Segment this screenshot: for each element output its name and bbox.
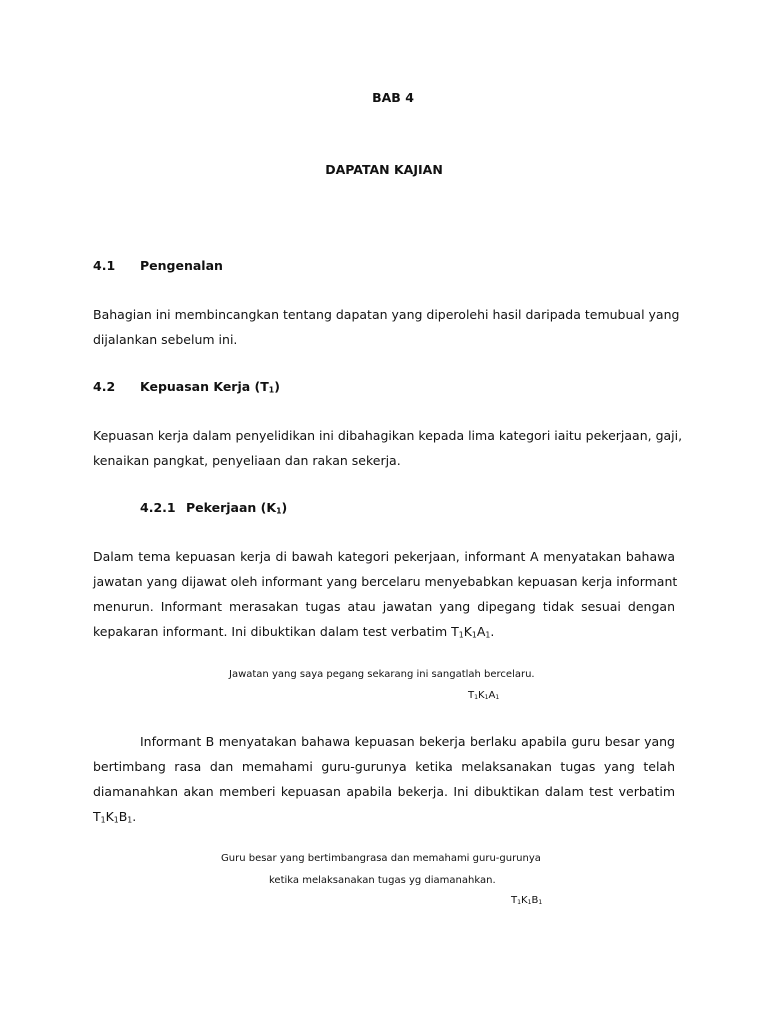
- section-4-1-number: 4.1: [93, 258, 116, 273]
- section-4-2-1-title-subscript: 1: [276, 506, 282, 516]
- code-subscript: 1: [474, 694, 479, 702]
- paragraph-line: bertimbang rasa dan memahami guru-gurunya ketika melaksanakan tugas yang telah: [93, 759, 675, 774]
- section-4-2-1-title-close: ): [281, 500, 288, 515]
- paragraph-line: Bahagian ini membincangkan tentang dapatan yang diperolehi hasil daripada temubual yang: [93, 307, 680, 322]
- verbatim-quote-b-line: Guru besar yang bertimbangrasa dan memahami guru-gurunya: [221, 853, 541, 864]
- chapter-number: BAB 4: [372, 90, 414, 105]
- code-subscript: 1: [471, 630, 477, 640]
- code-subscript: 1: [517, 899, 522, 907]
- code-letter: K: [105, 809, 114, 824]
- section-4-2-paragraph: [93, 423, 683, 473]
- paragraph-line: Kepuasan kerja dalam penyelidikan ini dibahagikan kepada lima kategori iaitu pekerjaan, gaji,: [93, 428, 683, 443]
- section-4-2-title-subscript: 1: [268, 385, 275, 395]
- paragraph-line: jawatan yang dijawat oleh informant yang bercelaru menyebabkan kepuasan kerja informant: [93, 574, 678, 589]
- code-subscript: 1: [538, 899, 543, 907]
- code-subscript: 1: [484, 694, 489, 702]
- section-4-2-1-paragraph-a: [93, 544, 678, 648]
- verbatim-quote-b-line: ketika melaksanakan tugas yg diamanahkan.: [269, 875, 496, 886]
- paragraph-text: kepakaran informant. Ini dibuktikan dalam test verbatim: [93, 624, 452, 639]
- code-subscript: 1: [458, 630, 464, 640]
- section-4-1-title: Pengenalan: [140, 258, 223, 273]
- code-letter: T: [511, 895, 518, 906]
- paragraph-line: Dalam tema kepuasan kerja di bawah kategori pekerjaan, informant A menyatakan bahawa: [93, 549, 675, 564]
- code-letter: A: [488, 690, 496, 701]
- section-4-2-1-paragraph-b: [93, 729, 675, 833]
- code-letter: T: [468, 690, 475, 701]
- code-letter: T: [451, 624, 459, 639]
- code-letter: K: [478, 690, 485, 701]
- code-letter: K: [521, 895, 528, 906]
- section-4-2-1-number: 4.2.1: [140, 500, 176, 515]
- section-4-2-1-title: [186, 500, 287, 516]
- code-letter: A: [476, 624, 486, 639]
- code-letter: K: [463, 624, 472, 639]
- verbatim-code: [451, 624, 494, 639]
- code-end: .: [490, 624, 495, 639]
- code-subscript: 1: [485, 630, 491, 640]
- paragraph-line: dijalankan sebelum ini.: [93, 332, 238, 347]
- paragraph-line: menurun. Informant merasakan tugas atau jawatan yang dipegang tidak sesuai dengan: [93, 599, 675, 614]
- section-4-2-1-title-text: Pekerjaan (K: [186, 500, 277, 515]
- code-subscript: 1: [495, 694, 500, 702]
- chapter-title: DAPATAN KAJIAN: [325, 162, 443, 177]
- section-4-2-title-text: Kepuasan Kerja (T: [140, 379, 269, 394]
- paragraph-line: diamanahkan akan memberi kepuasan apabila bekerja. Ini dibuktikan dalam test verbatim: [93, 784, 675, 799]
- verbatim-quote-a: Jawatan yang saya pegang sekarang ini sangatlah bercelaru.: [229, 669, 535, 680]
- paragraph-line-last: [93, 804, 675, 833]
- section-4-2-number: 4.2: [93, 379, 116, 394]
- paragraph-line: kenaikan pangkat, penyeliaan dan rakan sekerja.: [93, 453, 401, 468]
- code-letter: T: [93, 809, 101, 824]
- section-4-2-title: [140, 379, 280, 395]
- section-4-2-title-close: ): [274, 379, 280, 394]
- code-letter: B: [531, 895, 539, 906]
- paragraph-line: Informant B menyatakan bahawa kepuasan bekerja berlaku apabila guru besar yang: [140, 734, 675, 749]
- paragraph-line-last: [93, 619, 675, 648]
- code-subscript: 1: [527, 899, 532, 907]
- code-end: .: [132, 809, 137, 824]
- section-4-1-paragraph: [93, 302, 680, 352]
- code-letter: B: [118, 809, 128, 824]
- code-subscript: 1: [100, 815, 106, 825]
- verbatim-quote-a-code: [468, 687, 499, 707]
- verbatim-quote-b-code: [511, 892, 542, 912]
- code-subscript: 1: [113, 815, 119, 825]
- code-subscript: 1: [127, 815, 133, 825]
